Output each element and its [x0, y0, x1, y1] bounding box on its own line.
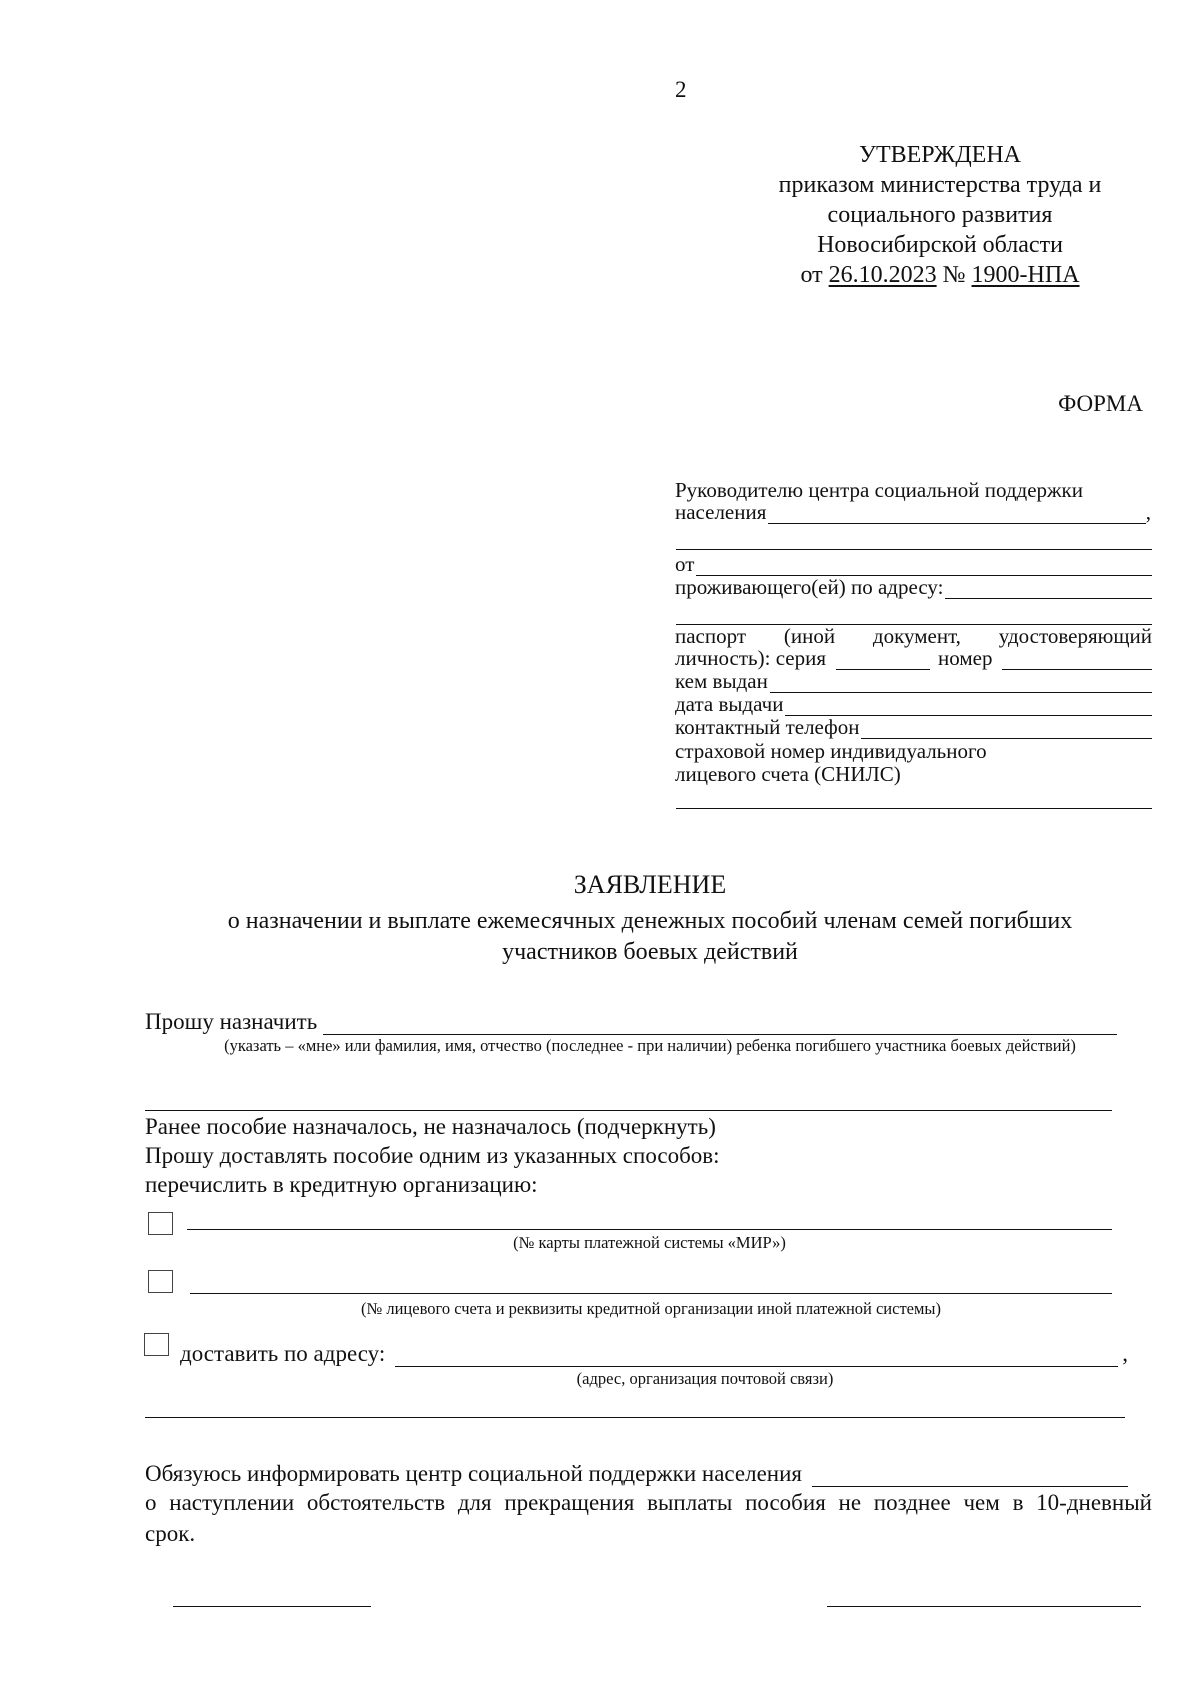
obligation-center-field[interactable] [812, 1464, 1128, 1487]
approval-line-2: приказом министерства труда и [778, 172, 1102, 198]
from-row [675, 552, 1152, 576]
date-signature-line[interactable] [173, 1606, 371, 1607]
approval-line-4: Новосибирской области [817, 232, 1063, 258]
obligation-text-1: Обязуюсь информировать центр социальной поддержки населения [145, 1461, 803, 1486]
account-details-field[interactable] [190, 1293, 1112, 1294]
from-label: от [675, 552, 695, 576]
obligation-text-3: срок. [145, 1521, 196, 1546]
request-row [145, 1008, 1117, 1035]
approval-number: 1900-НПА [971, 262, 1080, 288]
document-subtitle-1: о назначении и выплате ежемесячных денежных пособий членам семей погибших [227, 908, 1073, 934]
account-option-checkbox[interactable] [148, 1270, 173, 1293]
snils-line-2: лицевого счета (СНИЛС) [675, 762, 901, 786]
addressee-population-label: населения [675, 500, 767, 524]
phone-row [675, 715, 1152, 739]
center-name-field[interactable] [768, 503, 1145, 524]
approval-date-line [680, 260, 1200, 290]
deliver-row [180, 1340, 1128, 1367]
card-option-checkbox[interactable] [148, 1212, 173, 1235]
document-subtitle-2: участников боевых действий [502, 939, 798, 965]
address-option-checkbox[interactable] [144, 1333, 169, 1356]
approval-date-prefix: от [800, 262, 823, 288]
addressee-blank-line[interactable] [676, 549, 1152, 550]
snils-field[interactable] [676, 808, 1152, 809]
request-hint: (указать – «мне» или фамилия, имя, отчество (последнее - при наличии) ребенка погибшего участника боевых действий) [224, 1036, 1076, 1055]
phone-field[interactable] [861, 718, 1152, 739]
passport-series-row [675, 646, 1152, 670]
issue-date-label: дата выдачи [675, 692, 784, 716]
card-hint: (№ карты платежной системы «МИР») [513, 1233, 786, 1252]
approval-line-3: социального развития [827, 202, 1053, 228]
addressee-line-2 [675, 500, 1151, 524]
passport-line-1: паспорт (иной документ, удостоверяющий [675, 624, 1152, 648]
transfer-text: перечислить в кредитную организацию: [145, 1172, 538, 1197]
obligation-row-1 [145, 1460, 1128, 1487]
residing-label: проживающего(ей) по адресу: [675, 575, 944, 599]
passport-series-field[interactable] [836, 649, 930, 670]
issued-by-field[interactable] [770, 672, 1152, 693]
applicant-signature-line[interactable] [827, 1606, 1141, 1607]
passport-number-field[interactable] [1002, 649, 1152, 670]
address-field[interactable] [945, 578, 1152, 599]
page-number: 2 [675, 77, 687, 102]
snils-line-1: страховой номер индивидуального [675, 739, 987, 763]
issued-by-row [675, 669, 1152, 693]
residing-row [675, 575, 1152, 599]
phone-label: контактный телефон [675, 715, 860, 739]
issued-by-label: кем выдан [675, 669, 768, 693]
applicant-name-field[interactable] [696, 555, 1152, 576]
address-hint: (адрес, организация почтовой связи) [576, 1369, 834, 1388]
approval-stamp [680, 140, 1200, 290]
passport-series-label: личность): серия [675, 646, 826, 670]
previous-benefit-text: Ранее пособие назначалось, не назначалось (подчеркнуть) [145, 1114, 716, 1139]
deliver-comma: , [1122, 1341, 1128, 1366]
address-extra-line[interactable] [145, 1417, 1125, 1418]
request-extra-line[interactable] [145, 1110, 1112, 1111]
passport-number-label: номер [938, 646, 993, 670]
document-title: ЗАЯВЛЕНИЕ [573, 870, 727, 899]
addressee-comma: , [1145, 500, 1151, 524]
request-recipient-field[interactable] [323, 1012, 1117, 1035]
request-label: Прошу назначить [145, 1009, 318, 1034]
account-hint: (№ лицевого счета и реквизиты кредитной организации иной платежной системы) [360, 1299, 942, 1318]
form-label: ФОРМА [1058, 391, 1143, 416]
delivery-address-field[interactable] [395, 1344, 1118, 1367]
approval-title: УТВЕРЖДЕНА [858, 142, 1022, 168]
obligation-text-2: о наступлении обстоятельств для прекращения выплаты пособия не позднее чем в 10-дневный [145, 1490, 1152, 1515]
approval-number-sign: № [942, 262, 966, 288]
deliver-label: доставить по адресу: [180, 1341, 386, 1366]
delivery-method-text: Прошу доставлять пособие одним из указанных способов: [145, 1143, 720, 1168]
card-number-field[interactable] [187, 1229, 1112, 1230]
issue-date-field[interactable] [785, 695, 1152, 716]
approval-date: 26.10.2023 [828, 262, 937, 288]
addressee-line-1: Руководителю центра социальной поддержки [675, 478, 1083, 502]
issue-date-row [675, 692, 1152, 716]
